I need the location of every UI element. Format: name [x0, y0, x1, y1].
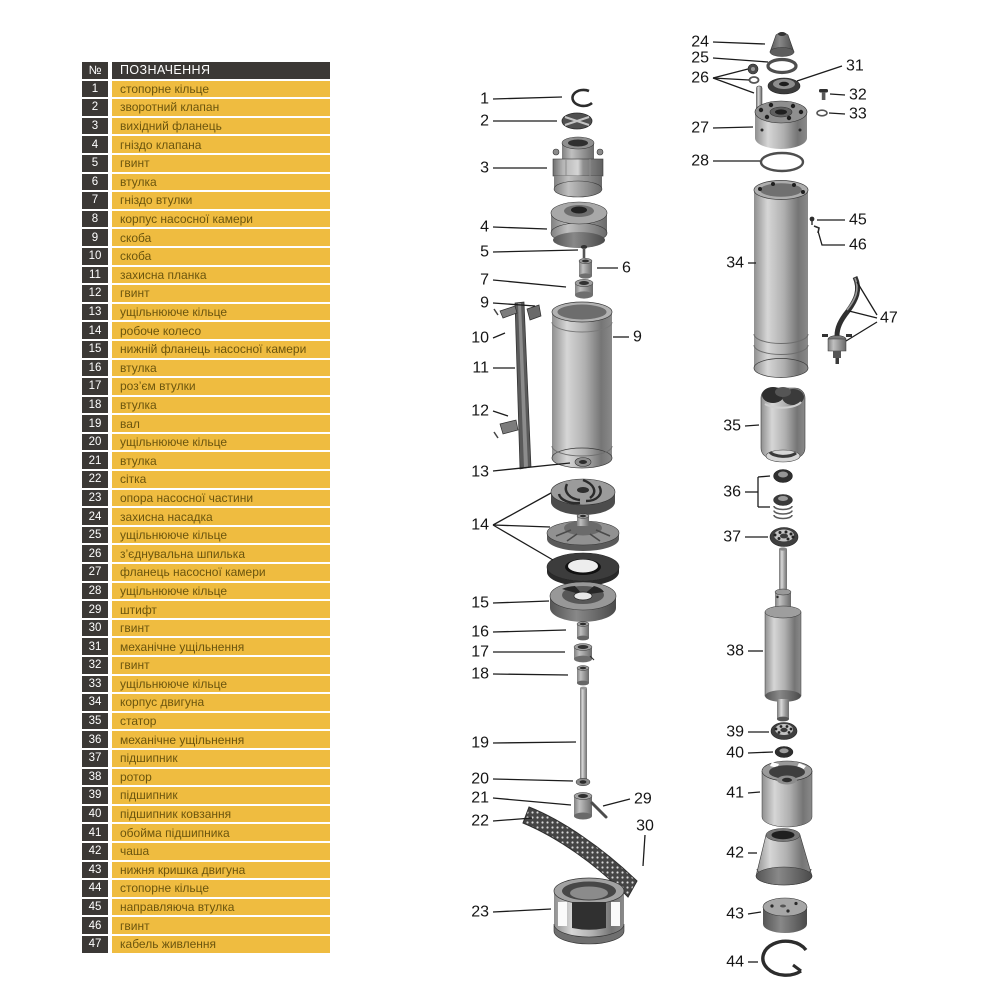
part-39-bearing — [771, 723, 797, 740]
row-description: чаша — [112, 843, 330, 860]
leader-line — [713, 58, 768, 62]
callout-label-23: 23 — [471, 903, 489, 921]
part-35-stator — [761, 387, 805, 462]
row-number: 26 — [82, 545, 108, 562]
callout-label-40: 40 — [726, 744, 744, 762]
callout-label-22: 22 — [471, 812, 489, 830]
table-row — [82, 81, 330, 98]
callout-label-32: 32 — [849, 86, 867, 104]
part-8-pump-chamber-housing — [552, 302, 612, 468]
leader-line — [713, 69, 748, 78]
table-header-row — [82, 62, 330, 79]
table-row — [82, 267, 330, 284]
table-row — [82, 434, 330, 451]
row-number: 39 — [82, 787, 108, 804]
leader-line — [493, 493, 551, 525]
row-description: гвинт — [112, 657, 330, 674]
leader-line — [849, 311, 877, 318]
table-row — [82, 731, 330, 748]
table-row — [82, 583, 330, 600]
leader-line — [493, 909, 551, 912]
leader-line — [493, 601, 549, 603]
row-description: ущільнююче кільце — [112, 527, 330, 544]
row-number: 22 — [82, 471, 108, 488]
row-number: 16 — [82, 360, 108, 377]
row-description: фланець насосної камери — [112, 564, 330, 581]
row-description: підшипник ковзання — [112, 806, 330, 823]
part-27-chamber-flange — [755, 101, 807, 149]
leader-line — [797, 66, 842, 81]
part-20-seal-ring — [576, 778, 590, 786]
part-12-screw-clamp — [494, 420, 518, 438]
row-number: 14 — [82, 322, 108, 339]
row-description: гвинт — [112, 285, 330, 302]
part-14-impeller-stack — [547, 479, 619, 586]
table-row — [82, 824, 330, 841]
leader-line — [846, 322, 877, 341]
callout-label-26: 26 — [691, 69, 709, 87]
callout-label-3: 3 — [480, 159, 489, 177]
row-number: 13 — [82, 304, 108, 321]
callout-label-1: 1 — [480, 90, 489, 108]
row-description: обойма підшипника — [112, 824, 330, 841]
callout-label-34: 34 — [726, 254, 744, 272]
row-description: корпус двигуна — [112, 694, 330, 711]
row-description: стопорне кільце — [112, 880, 330, 897]
callout-label-45: 45 — [849, 211, 867, 229]
table-row — [82, 750, 330, 767]
table-row — [82, 490, 330, 507]
leader-line — [829, 113, 845, 114]
row-number: 31 — [82, 638, 108, 655]
row-number: 38 — [82, 769, 108, 786]
row-description: гвинт — [112, 917, 330, 934]
table-row — [82, 769, 330, 786]
leader-line — [713, 42, 765, 44]
part-13-seal-ring — [575, 458, 591, 467]
callout-label-47: 47 — [880, 309, 898, 327]
table-row — [82, 452, 330, 469]
pump-exploded-view — [494, 90, 637, 944]
row-description: гвинт — [112, 155, 330, 172]
callout-label-38: 38 — [726, 642, 744, 660]
leader-line — [493, 227, 547, 229]
leader-line — [748, 752, 773, 753]
table-row — [82, 397, 330, 414]
table-row — [82, 304, 330, 321]
row-description: кабель живлення — [112, 936, 330, 953]
part-17-sleeve-joint — [574, 644, 594, 663]
table-row — [82, 322, 330, 339]
row-description: механічне ущільнення — [112, 638, 330, 655]
table-row — [82, 917, 330, 934]
row-number: 27 — [82, 564, 108, 581]
row-number: 46 — [82, 917, 108, 934]
row-number: 7 — [82, 192, 108, 209]
callout-label-25: 25 — [691, 49, 709, 67]
table-row — [82, 564, 330, 581]
table-row — [82, 155, 330, 172]
row-description: втулка — [112, 174, 330, 191]
row-number: 1 — [82, 81, 108, 98]
table-row — [82, 620, 330, 637]
callout-label-10: 10 — [471, 329, 489, 347]
table-row — [82, 545, 330, 562]
row-number: 10 — [82, 248, 108, 265]
table-row — [82, 638, 330, 655]
table-row — [82, 118, 330, 135]
row-description: підшипник — [112, 787, 330, 804]
leader-line — [493, 779, 573, 781]
callout-label-29: 29 — [634, 790, 652, 808]
part-21-sleeve — [574, 793, 592, 820]
row-number: 9 — [82, 229, 108, 246]
table-row — [82, 601, 330, 618]
table-row — [82, 787, 330, 804]
callout-label-6: 6 — [622, 259, 631, 277]
callout-label-21: 21 — [471, 789, 489, 807]
part-31-mechanical-seal — [768, 78, 800, 94]
callout-label-2: 2 — [480, 112, 489, 130]
table-row — [82, 713, 330, 730]
part-5-screw — [581, 245, 587, 258]
leader-line — [830, 94, 845, 95]
table-header-number: № — [82, 62, 108, 79]
row-number: 2 — [82, 99, 108, 116]
callout-label-15: 15 — [471, 594, 489, 612]
callout-label-5: 5 — [480, 243, 489, 261]
row-description: зворотний клапан — [112, 99, 330, 116]
leader-line — [748, 792, 760, 793]
table-row — [82, 192, 330, 209]
part-18-sleeve — [577, 666, 589, 686]
row-description: вал — [112, 415, 330, 432]
leader-line — [493, 798, 571, 805]
row-number: 33 — [82, 676, 108, 693]
leader-line — [493, 463, 570, 471]
table-row — [82, 285, 330, 302]
table-row — [82, 360, 330, 377]
table-row — [82, 527, 330, 544]
part-36-mechanical-seal-set — [774, 470, 793, 519]
row-number: 15 — [82, 341, 108, 358]
row-number: 20 — [82, 434, 108, 451]
motor-callouts — [691, 34, 898, 971]
table-row — [82, 676, 330, 693]
table-row — [82, 471, 330, 488]
row-description: механічне ущільнення — [112, 731, 330, 748]
leader-line — [493, 250, 578, 252]
row-description: втулка — [112, 452, 330, 469]
leader-line — [493, 303, 535, 306]
row-description: захисна планка — [112, 267, 330, 284]
callout-label-42: 42 — [726, 844, 744, 862]
callout-label-14: 14 — [471, 516, 489, 534]
leader-line — [493, 280, 566, 287]
row-description: сітка — [112, 471, 330, 488]
table-row — [82, 415, 330, 432]
callout-label-9: 9 — [633, 328, 642, 346]
row-number: 35 — [82, 713, 108, 730]
row-number: 36 — [82, 731, 108, 748]
table-row — [82, 99, 330, 116]
leader-line — [493, 674, 568, 675]
row-description: нижній фланець насосної камери — [112, 341, 330, 358]
leader-line — [493, 411, 508, 416]
part-11-protective-bar — [515, 302, 531, 469]
row-number: 19 — [82, 415, 108, 432]
row-number: 17 — [82, 378, 108, 395]
row-number: 18 — [82, 397, 108, 414]
callout-label-36: 36 — [723, 483, 741, 501]
callout-label-44: 44 — [726, 953, 744, 971]
part-7-sleeve-seat — [575, 279, 593, 298]
row-number: 42 — [82, 843, 108, 860]
row-number: 12 — [82, 285, 108, 302]
row-description: ротор — [112, 769, 330, 786]
part-23-pump-support — [554, 878, 624, 944]
table-row — [82, 936, 330, 953]
callout-label-18: 18 — [471, 665, 489, 683]
parts-table — [82, 62, 330, 953]
part-37-bearing — [770, 528, 798, 547]
row-number: 23 — [82, 490, 108, 507]
callout-label-35: 35 — [723, 417, 741, 435]
row-number: 6 — [82, 174, 108, 191]
leader-line — [603, 799, 630, 806]
row-number: 8 — [82, 211, 108, 228]
part-26-coupling-stud — [748, 64, 762, 110]
leader-line — [493, 630, 566, 632]
table-row — [82, 229, 330, 246]
row-number: 30 — [82, 620, 108, 637]
motor-exploded-view — [748, 32, 858, 975]
leader-line — [758, 476, 770, 477]
row-description: направляюча втулка — [112, 899, 330, 916]
callout-label-19: 19 — [471, 734, 489, 752]
callout-label-20: 20 — [471, 770, 489, 788]
row-description: штифт — [112, 601, 330, 618]
leader-line — [493, 525, 550, 527]
part-1-snap-ring — [572, 90, 592, 106]
row-description: вихідний фланець — [112, 118, 330, 135]
part-32-screw — [819, 89, 828, 100]
row-description: втулка — [112, 397, 330, 414]
leader-line — [857, 282, 877, 315]
callout-label-46: 46 — [849, 236, 867, 254]
table-row — [82, 843, 330, 860]
leader-line — [493, 525, 553, 560]
leader-line — [493, 333, 505, 338]
part-40-slide-bearing — [775, 747, 793, 758]
table-row — [82, 862, 330, 879]
row-description: ущільнююче кільце — [112, 676, 330, 693]
part-6-sleeve — [579, 258, 592, 278]
leader-line — [818, 231, 845, 245]
table-row — [82, 174, 330, 191]
part-4-valve-seat — [551, 202, 607, 248]
callout-label-12: 12 — [471, 402, 489, 420]
part-45-guide-bushing — [810, 217, 815, 225]
callout-label-27: 27 — [691, 119, 709, 137]
row-description: опора насосної частини — [112, 490, 330, 507]
row-description: ущільнююче кільце — [112, 304, 330, 321]
row-description: гвинт — [112, 620, 330, 637]
callout-label-33: 33 — [849, 105, 867, 123]
callout-label-17: 17 — [471, 643, 489, 661]
part-19-shaft — [580, 687, 587, 786]
leader-line — [493, 97, 562, 99]
row-number: 25 — [82, 527, 108, 544]
part-33-seal-ring — [817, 110, 827, 116]
callout-label-24: 24 — [691, 33, 709, 51]
row-number: 40 — [82, 806, 108, 823]
part-44-snap-ring — [763, 941, 806, 975]
row-description: роз’єм втулки — [112, 378, 330, 395]
callout-label-13: 13 — [471, 463, 489, 481]
table-row — [82, 248, 330, 265]
table-row — [82, 657, 330, 674]
table-row — [82, 899, 330, 916]
row-description: робоче колесо — [112, 322, 330, 339]
row-number: 34 — [82, 694, 108, 711]
row-description: ущільнююче кільце — [112, 434, 330, 451]
leader-line — [713, 127, 753, 128]
callout-label-7: 7 — [480, 271, 489, 289]
row-description: скоба — [112, 229, 330, 246]
row-number: 32 — [82, 657, 108, 674]
row-description: ущільнююче кільце — [112, 583, 330, 600]
table-row — [82, 378, 330, 395]
callout-label-43: 43 — [726, 905, 744, 923]
row-number: 21 — [82, 452, 108, 469]
table-row — [82, 136, 330, 153]
part-34-motor-housing — [754, 181, 808, 378]
part-2-check-valve — [562, 113, 592, 129]
table-row — [82, 806, 330, 823]
table-row — [82, 341, 330, 358]
table-row — [82, 211, 330, 228]
row-number: 47 — [82, 936, 108, 953]
row-description: корпус насосної камери — [112, 211, 330, 228]
part-15-lower-flange — [550, 582, 616, 622]
callout-label-16: 16 — [471, 623, 489, 641]
row-number: 5 — [82, 155, 108, 172]
row-description: статор — [112, 713, 330, 730]
row-number: 24 — [82, 508, 108, 525]
part-41-bearing-holder — [762, 761, 812, 827]
part-42-cup — [756, 829, 812, 886]
part-16-sleeve — [577, 622, 589, 641]
row-number: 44 — [82, 880, 108, 897]
callout-label-30: 30 — [636, 817, 654, 835]
leader-line — [748, 912, 761, 914]
row-number: 41 — [82, 824, 108, 841]
callout-label-39: 39 — [726, 723, 744, 741]
row-description: гніздо втулки — [112, 192, 330, 209]
part-43-bottom-motor-cover — [763, 898, 807, 933]
callout-label-41: 41 — [726, 784, 744, 802]
table-row — [82, 694, 330, 711]
row-description: стопорне кільце — [112, 81, 330, 98]
part-3-output-flange — [553, 137, 603, 197]
row-description: захисна насадка — [112, 508, 330, 525]
table-header-name: ПОЗНАЧЕННЯ — [112, 62, 330, 79]
row-number: 37 — [82, 750, 108, 767]
part-28-o-ring-large — [761, 153, 803, 171]
row-description: втулка — [112, 360, 330, 377]
leader-line — [643, 835, 645, 866]
row-description: з’єднувальна шпилька — [112, 545, 330, 562]
row-number: 43 — [82, 862, 108, 879]
row-number: 4 — [82, 136, 108, 153]
table-row — [82, 508, 330, 525]
part-24-protective-cap — [770, 32, 794, 57]
part-25-o-ring — [768, 60, 796, 73]
part-47-power-cable — [822, 277, 858, 364]
callout-label-9: 9 — [480, 294, 489, 312]
part-38-rotor — [765, 547, 801, 721]
callout-label-31: 31 — [846, 57, 864, 75]
row-number: 29 — [82, 601, 108, 618]
callout-label-11: 11 — [472, 359, 489, 377]
row-number: 28 — [82, 583, 108, 600]
row-number: 3 — [82, 118, 108, 135]
leader-line — [493, 742, 576, 743]
row-number: 45 — [82, 899, 108, 916]
row-description: нижня кришка двигуна — [112, 862, 330, 879]
table-row — [82, 880, 330, 897]
callout-label-28: 28 — [691, 152, 709, 170]
callout-label-37: 37 — [723, 528, 741, 546]
leader-line — [745, 425, 759, 426]
row-description: підшипник — [112, 750, 330, 767]
row-description: гніздо клапана — [112, 136, 330, 153]
row-description: скоба — [112, 248, 330, 265]
callout-label-4: 4 — [480, 218, 489, 236]
row-number: 11 — [82, 267, 108, 284]
